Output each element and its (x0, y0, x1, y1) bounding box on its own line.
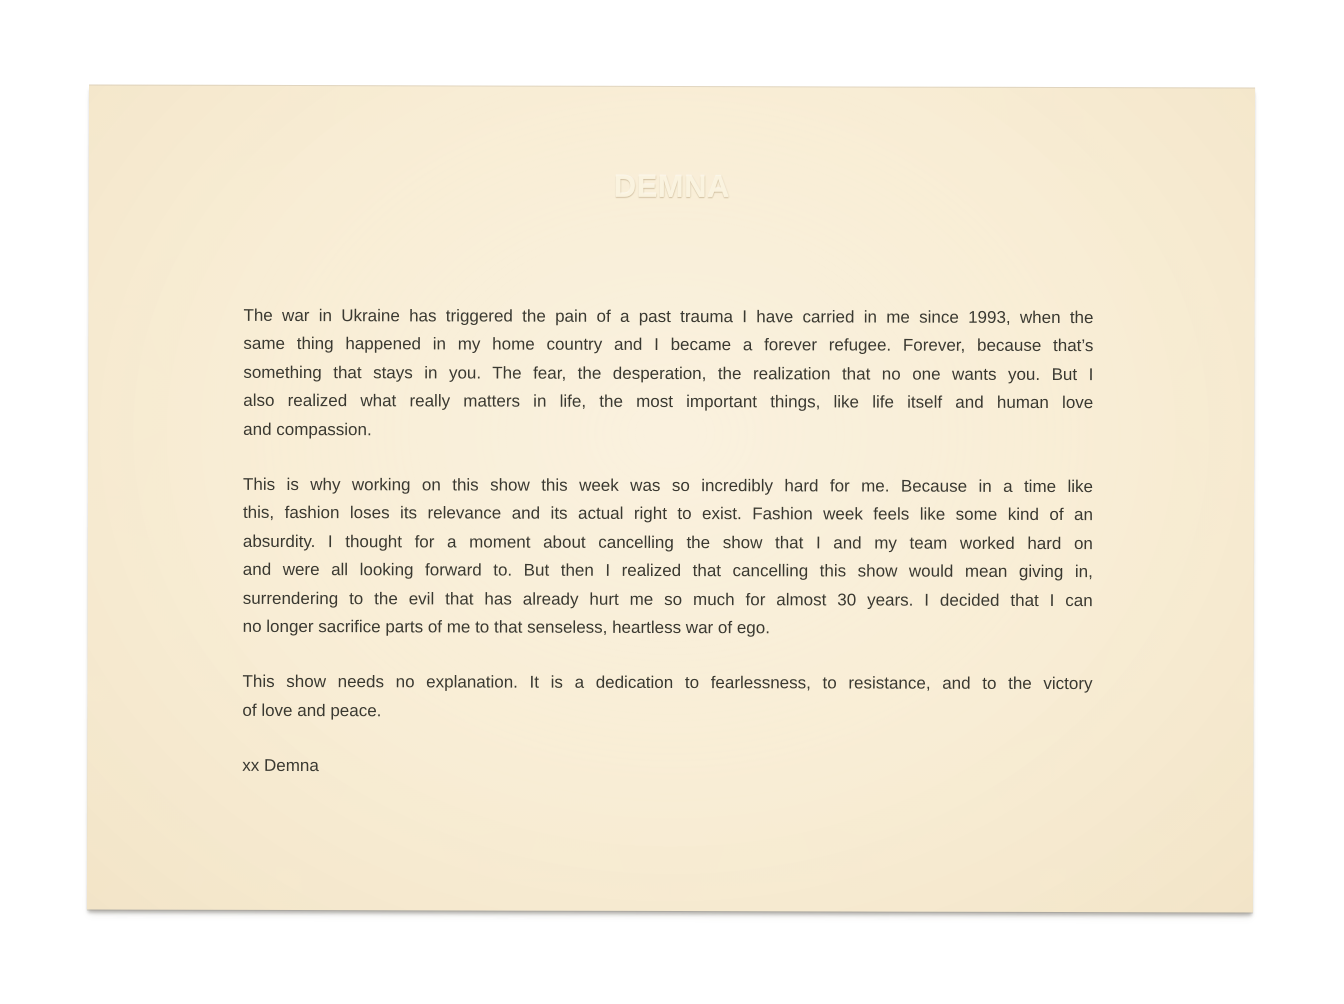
letter-paragraph (243, 302, 1093, 446)
letter-line: This show needs no explanation. It is a dedication to fearlessness, to resistance, and to the victory (242, 672, 1093, 694)
letter-line: also realized what really matters in life, the most important things, like life itself and human love (243, 391, 1094, 413)
letter-line: this, fashion loses its relevance and its actual right to exist. Fashion week feels like some kind of an (242, 503, 1093, 525)
letter-line: absurdity. I thought for a moment about cancelling the show that I and my team worked hard on (242, 531, 1093, 553)
signature: xx Demna (242, 756, 319, 776)
letter-line: of love and peace. (242, 700, 382, 721)
letter-card (87, 84, 1255, 912)
letter-line: same thing happened in my home country and I became a forever refugee. Forever, because that’s (243, 334, 1094, 356)
letter-paragraph (243, 471, 1093, 644)
letter-line: no longer sacrifice parts of me to that senseless, heartless war of ego. (242, 616, 770, 638)
letter-paragraph (242, 668, 1092, 727)
letter-line: and compassion. (243, 419, 372, 439)
demna-embossed-logo: DEMNA (613, 168, 730, 205)
letter-line: This is why working on this show this week was so incredibly hard for me. Because in a time like (243, 474, 1094, 497)
letter-line: The war in Ukraine has triggered the pain of a past trauma I have carried in me since 1993, when the (243, 305, 1094, 328)
letter-body (242, 302, 1093, 783)
letter-line: surrendering to the evil that has already hurt me so much for almost 30 years. I decided that I can (242, 588, 1093, 610)
letter-line: and were all looking forward to. But then I realized that cancelling this show would mean giving in, (242, 560, 1093, 582)
letter-line: something that stays in you. The fear, the desperation, the realization that no one wants you. But I (243, 362, 1094, 384)
